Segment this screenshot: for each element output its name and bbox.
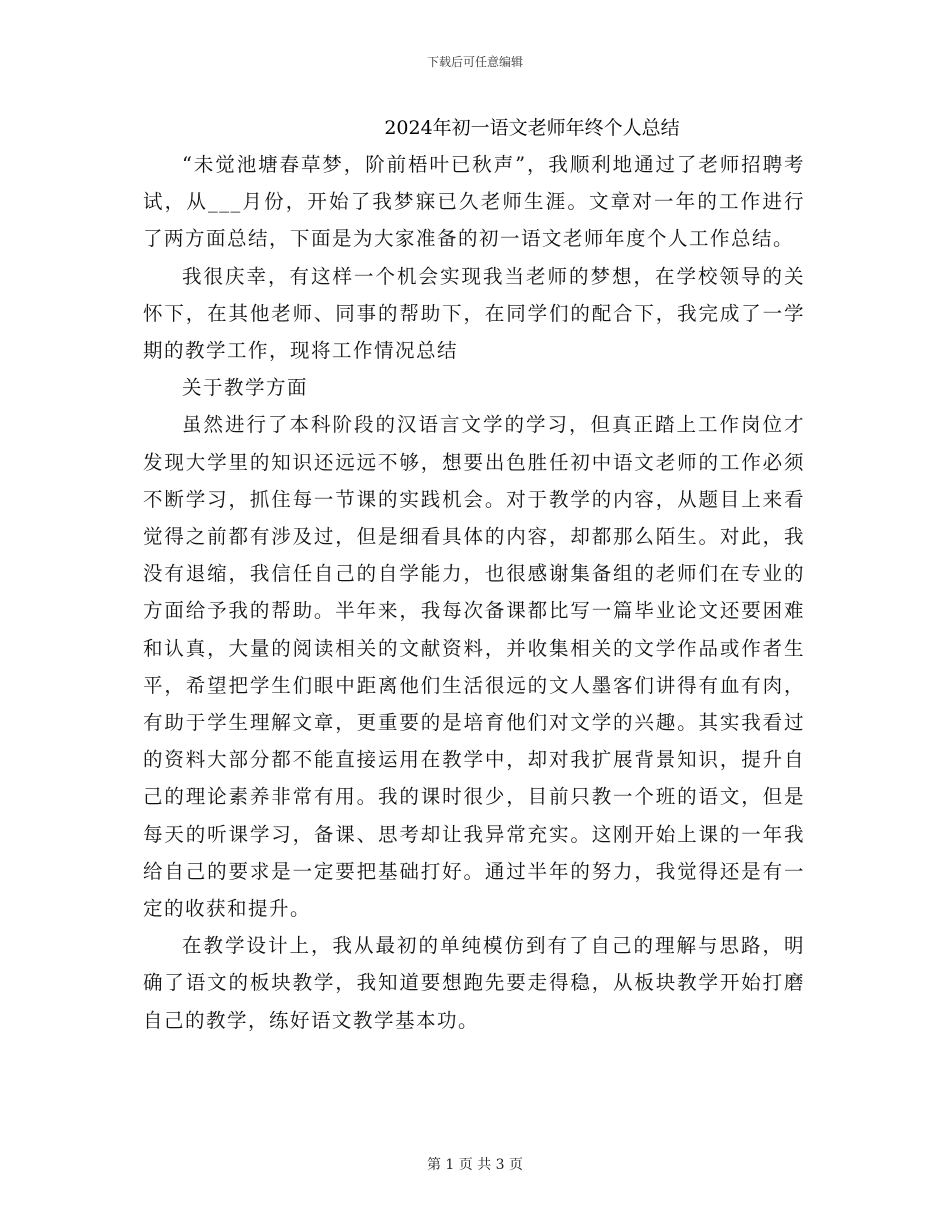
section-heading-teaching: 关于教学方面 — [182, 376, 309, 400]
document-body — [143, 146, 805, 1039]
paragraph-teaching-learning: 虽然进行了本科阶段的汉语言文学的学习，但真正踏上工作岗位才发现大学里的知识还远远不够，想要出色胜任初中语文老师的工作必须不断学习，抓住每一节课的实践机会。对于教学的内容，从题目上来看觉得之前都有涉及过，但是细看具体的内容，却都那么陌生。对此，我没有退缩，我信任自己的自学能力，也很感谢集备组的老师们在专业的方面给予我的帮助。半年来，我每次备课都比写一篇毕业论文还要困难和认真，大量的阅读相关的文献资料，并收集相关的文学作品或作者生平，希望把学生们眼中距离他们生活很远的文人墨客们讲得有血有肉，有助于学生理解文章，更重要的是培育他们对文学的兴趣。其实我看过的资料大部分都不能直接运用在教学中，却对我扩展背景知识，提升自己的理论素养非常有用。我的课时很少，目前只教一个班的语文，但是每天的听课学习，备课、思考却让我异常充实。这刚开始上课的一年我给自己的要求是一定要把基础打好。通过半年的努力，我觉得还是有一定的收获和提升。 — [143, 413, 805, 921]
page-number: 第 1 页 共 3 页 — [426, 1157, 524, 1173]
paragraph-gratitude: 我很庆幸，有这样一个机会实现我当老师的梦想，在学校领导的关怀下，在其他老师、同事的帮助下，在同学们的配合下，我完成了一学期的教学工作，现将工作情况总结 — [143, 264, 805, 363]
document-title: 2024年初一语文老师年终个人总结 — [384, 117, 680, 139]
paragraph-teaching-design: 在教学设计上，我从最初的单纯模仿到有了自己的理解与思路，明确了语文的板块教学，我知道要想跑先要走得稳，从板块教学开始打磨自己的教学，练好语文教学基本功。 — [143, 934, 805, 1032]
header-note: 下载后可任意编辑 — [426, 55, 523, 69]
paragraph-intro: “未觉池塘春草梦，阶前梧叶已秋声”，我顺利地通过了老师招聘考试，从___月份，开始了我梦寐已久老师生涯。文章对一年的工作进行了两方面总结，下面是为大家准备的初一语文老师年度个人工作总结。 — [143, 153, 805, 251]
